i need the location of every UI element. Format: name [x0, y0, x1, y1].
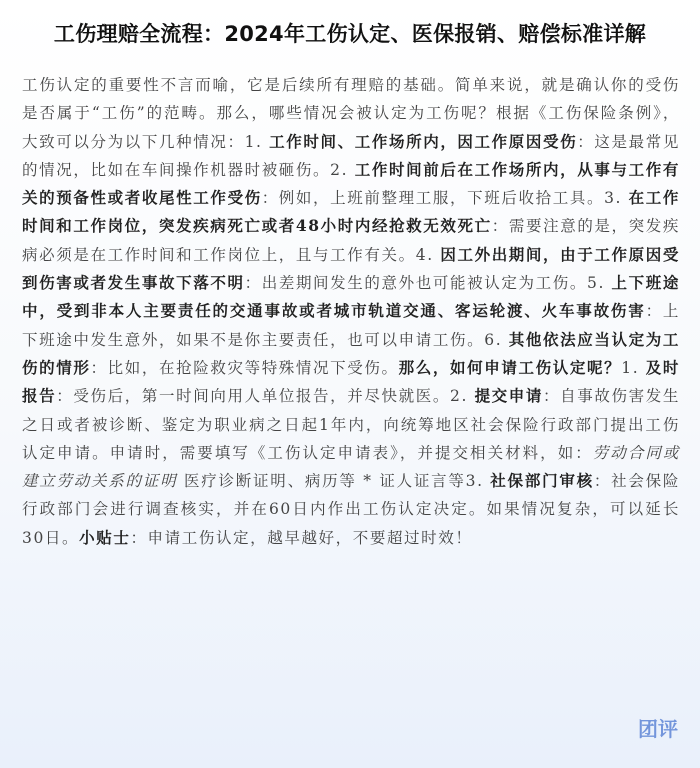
text-segment: ：受伤后，第一时间向用人单位报告，并尽快就医。2. [56, 387, 475, 406]
bold-segment: 提交申请 [474, 386, 544, 406]
text-segment: ：出差期间发生的意外也可能被认定为工伤。5. [244, 274, 612, 293]
text-segment: ：例如，上班前整理工服，下班后收拾工具。3. [261, 189, 629, 208]
text-segment: 医疗诊断证明、病历等 * 证人证言等3. [177, 472, 491, 491]
text-segment: ：比如，在抢险救灾等特殊情况下受伤。 [90, 358, 399, 377]
text-segment: ：社会保险行政部门会进行调查核实，并在60日内作出工伤认定决定。如果情况复杂，可以延长30日。 [22, 472, 680, 547]
bold-segment: 在工作时间和工作岗位，突发疾病死亡或者48小时内经抢救无效死亡 [22, 188, 680, 236]
text-segment: ：申请工伤认定，越早越好，不要超过时效！ [130, 528, 473, 547]
text-segment: ：自事故伤害发生之日或者被诊断、鉴定为职业病之日起1年内，向统筹地区社会保险行政部门提出工伤认定申请。申请时，需要填写《工伤认定申请表》，并提交相关材料，如： [22, 387, 680, 462]
bold-segment: 其他依法应当认定为工伤的情形 [22, 329, 680, 377]
bold-segment: 工作时间前后在工作场所内，从事与工作有关的预备性或者收尾性工作受伤 [22, 159, 680, 208]
article-title: 工伤理赔全流程：2024年工伤认定、医保报销、赔偿标准详解 [53, 22, 647, 46]
bold-segment: 小贴士 [79, 527, 131, 547]
text-segment: ：上下班途中发生意外，如果不是你主要责任，也可以申请工伤。6. [22, 302, 680, 349]
bold-segment: 那么，如何申请工伤认定呢？ [398, 357, 622, 377]
bold-segment: 工作时间、工作场所内，因工作原因受伤 [269, 131, 578, 151]
bold-segment: 及时报告 [22, 357, 681, 406]
bold-segment: 上下班途中，受到非本人主要责任的交通事故或者城市轨道交通、客运轮渡、火车事故伤害 [22, 273, 680, 321]
italic-segment: 劳动合同或建立劳动关系的证明 [22, 443, 680, 491]
bold-segment: 社保部门审核 [490, 471, 594, 491]
article-body [0, 49, 700, 552]
watermark-logo: 团评 [638, 717, 678, 741]
text-segment: ：这是最常见的情况，比如在车间操作机器时被砸伤。2. [22, 132, 680, 179]
bold-segment: 因工外出期间，由于工作原因受到伤害或者发生事故下落不明 [22, 244, 680, 293]
text-segment: 工伤认定的重要性不言而喻，它是后续所有理赔的基础。简单来说，就是确认你的受伤是否属于“工伤”的范畴。那么，哪些情况会被认定为工伤呢？根据《工伤保险条例》，大致可以分为以下几种情况：1. [22, 76, 680, 151]
text-segment: ：需要注意的是，突发疾病必须是在工作时间和工作岗位上，且与工作有关。4. [22, 217, 680, 264]
text-segment: 1. [621, 358, 646, 377]
